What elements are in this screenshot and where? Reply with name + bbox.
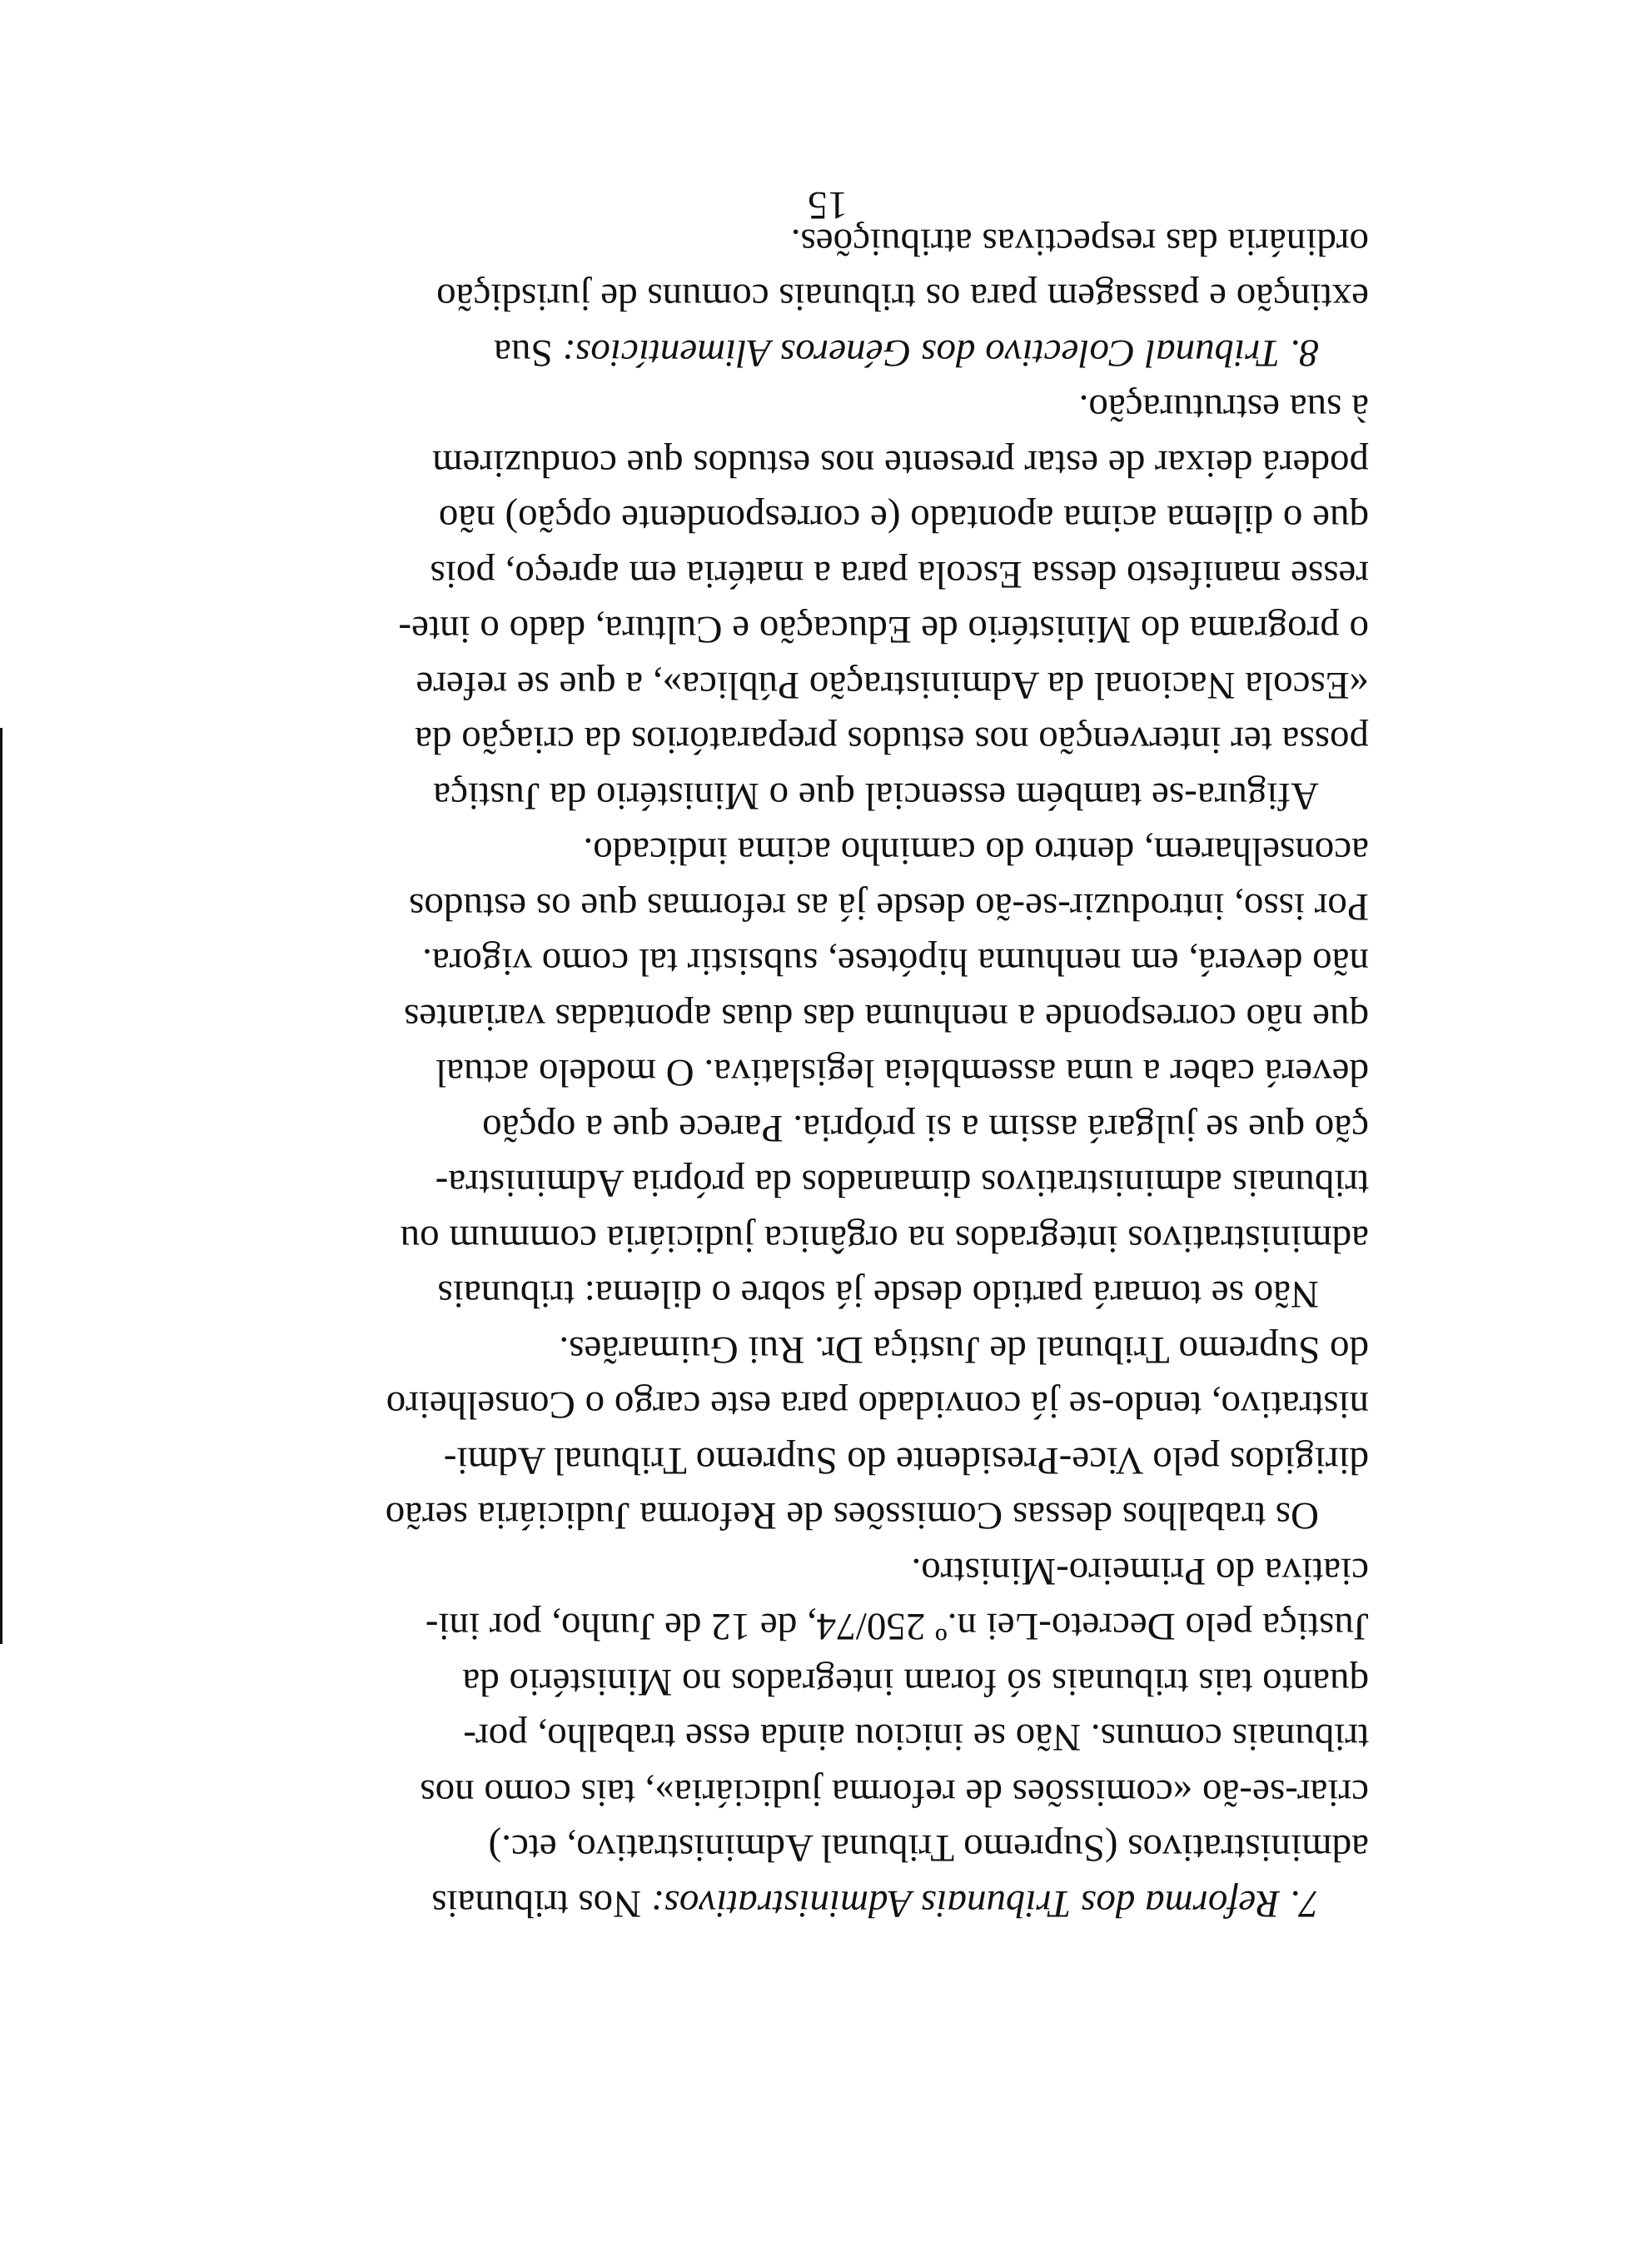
section-7-paragraph (295, 1544, 1369, 1932)
section-8-text: Sua extinção e passagem para os tribunais comuns de jurisdição ordinária das respectivas atribuições. (436, 221, 1369, 375)
section-8-paragraph (295, 215, 1369, 381)
section-8-heading: 8. Tribunal Colectivo dos Géneros Alimentícios: (562, 331, 1319, 375)
scan-edge-mark (0, 728, 2, 1644)
paragraph-escola-nacional: Afigura-se também essencial que o Ministério da Justiça possa ter intervenção nos estudos preparatórios da criação da «Escola Nacional da Administração Pública», a que se refere o programa do Ministério de Educação e Cultura, dado o inte- resse manifesto dessa Escola para a matéria em apreço, pois que o dilema acima apontado (e correspondente opção) não poderá deixar de estar presente nos estudos que conduzirem à sua estruturação. (398, 386, 1369, 818)
page-number: 15 (808, 183, 848, 227)
paragraph-dilema: Não se tomará partido desde já sobre o dilema: tribunais administrativos integrados na orgânica judiciária commum ou tribunais administrativos dimanados da própria Administra- ção que se julgará assim a si própria. Parece que a opção deverá caber a uma assembleia legislativa. O modelo actual que não corresponde a nenhuma das duas apontadas variantes não deverá, em nenhuma hipótese, subsistir tal como vigora. Por isso, introduzir-se-ão desde já as reformas que os estudos aconselharem, dentro do caminho acima indicado. (400, 830, 1369, 1317)
paragraph-comissoes-trabalhos: Os trabalhos dessas Comissões de Reforma Judiciária serão dirigidos pelo Vice-Presidente do Supremo Tribunal Admi- nistrativo, tendo-se já convidado para este cargo o Conselheiro do Supremo Tribunal de Justiça Dr. Rui Guimarães. (385, 1328, 1369, 1538)
section-7-heading: 7. Reforma dos Tribunais Administrativos: (650, 1882, 1319, 1926)
section-7-text: Nos tribunais administrativos (Supremo Tribunal Administrativo, etc.) criar-se-ão «comissões de reforma judiciária», tais como nos tribunais comuns. Não se iniciou ainda esse trabalho, por- quanto tais tribunais só foram integrados no Ministério da Justiça pelo Decreto-Lei n.º 250/74, de 12 de Junho, por ini- ciativa do Primeiro-Ministro. (420, 1550, 1369, 1926)
document-body (295, 215, 1369, 1932)
